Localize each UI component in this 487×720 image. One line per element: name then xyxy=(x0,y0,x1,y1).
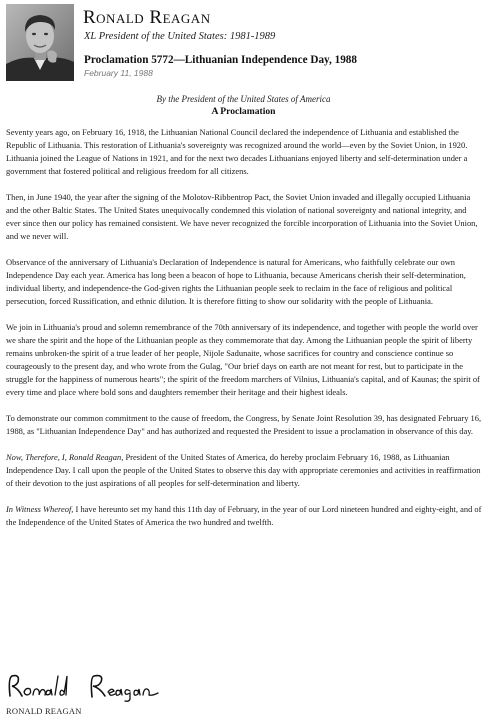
paragraph: To demonstrate our common commitment to the cause of freedom, the Congress, by Senate Joint Resolution 39, has designated February 16, 1988, as "Lithuanian Independence Day" and has authorized and requested the President to issue a proclamation in observance of this day. xyxy=(6,413,482,436)
president-subtitle: XL President of the United States: 1981-1989 xyxy=(84,31,276,42)
by-line: By the President of the United States of America xyxy=(156,94,331,104)
now-therefore-paragraph xyxy=(6,451,482,490)
witness-text: I have hereunto set my hand this 11th day of February, in the year of our Lord nineteen hundred and eighty-eight, and of the Independence of the United States of America the two hundred and twelfth. xyxy=(6,504,482,527)
handwritten-signature xyxy=(6,672,176,702)
paragraph: We join in Lithuania's proud and solemn remembrance of the 70th anniversary of its independence, and together with people the world over we share the spirit and the hope of the Lithuanian people as they commemorate that day. Among the Lithuanian people the spirit of liberty remains unbroken-the spirit of a true leader of her people, Nijole Sadunaite, whose sacrifices for country and conscience continue so courageously to the present day, and who wrote from the Gulag, "Our brief days on earth are not meant for rest, but to participate in the struggle for the happiness of numerous hearts"; the spirit of the freedom marchers of Vilnius, Lithuania's capital, and of Kaunas; the spirit of every time and place where bold sons and daughters remember their heritage and their highest ideals. xyxy=(6,322,480,397)
document-header xyxy=(6,4,481,82)
paragraph: Then, in June 1940, the year after the signing of the Molotov-Ribbentrop Pact, the Soviet Union invaded and illegally occupied Lithuania and the other Baltic States. The United States unequivocally condemned this violation of national sovereignty and national integrity, and ever since then our policy has remained consistent. We have never recognized the forcible incorporation of Lithuania into the Soviet Union, and we never will. xyxy=(6,192,478,241)
portrait-photo xyxy=(6,4,74,81)
witness-paragraph xyxy=(6,503,482,529)
paragraph: Observance of the anniversary of Lithuania's Declaration of Independence is natural for Americans, who faithfully celebrate our own Independence Day each year. America has long been a beacon of hope to Lithuania, because Americans cherish their self-determination, individual liberty, and independence-the God-given rights the Lithuanian people seek to reclaim in the face of religious and political persecution, forced Russification, and ethnic dilution. It is therefore fitting to show our solidarity with the people of Lithuania. xyxy=(6,257,466,306)
proclamation-heading: A Proclamation xyxy=(211,106,276,117)
proclamation-title: Proclamation 5772—Lithuanian Independence Day, 1988 xyxy=(84,54,357,66)
witness-lead: In Witness Whereof, xyxy=(6,504,74,514)
proclamation-date: February 11, 1988 xyxy=(84,68,153,78)
proclamation-body xyxy=(6,126,482,529)
paragraph: Seventy years ago, on February 16, 1918, the Lithuanian National Council declared the independence of Lithuania and established the Republic of Lithuania. This restoration of Lithuania's sovereignty was recognized around the world—even by the Soviet Union, in 1920. Lithuania joined the League of Nations in 1921, and for the next two decades Lithuanians enjoyed liberty and self-determination under a government that fostered political and religious freedom for all citizens. xyxy=(6,127,468,176)
president-name: Ronald Reagan xyxy=(83,7,211,28)
signature-name: RONALD REAGAN xyxy=(6,706,82,716)
now-therefore-lead: Now, Therefore, I, Ronald Reagan, xyxy=(6,452,124,462)
now-therefore-text: President of the United States of America, do hereby proclaim February 16, 1988, as Lithuanian Independence Day. I call upon the people of the United States to observe this day with appropriate ceremonies and activities in reaffirmation of their devotion to the just aspirations of all peoples for self-determination and liberty. xyxy=(6,452,481,488)
